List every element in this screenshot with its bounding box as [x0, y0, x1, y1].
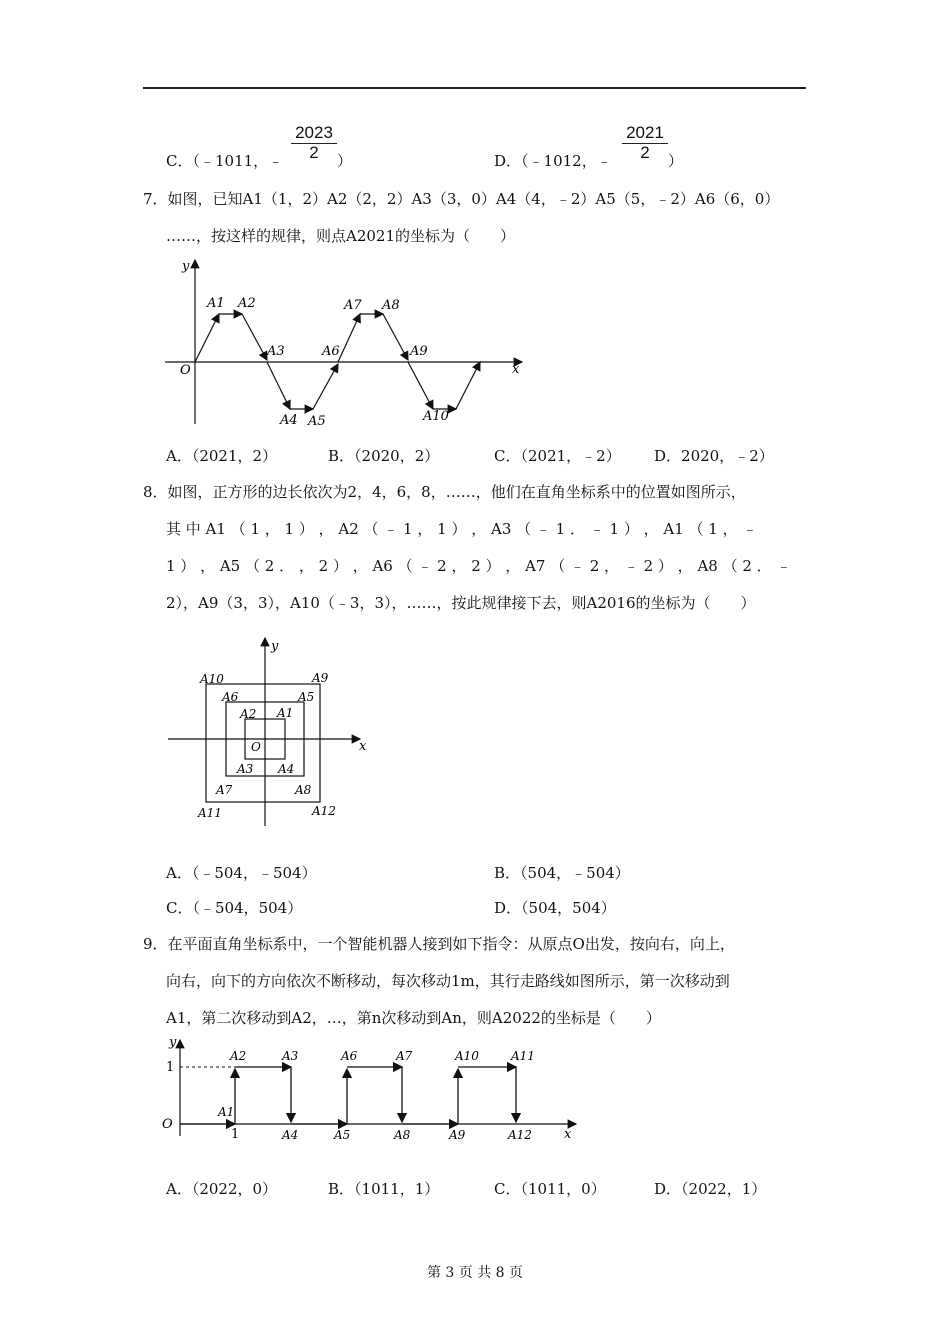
label-a1: A1 — [218, 1105, 235, 1119]
q8-option-d[interactable]: D．（504，504） — [494, 899, 616, 917]
origin-label: O — [162, 1117, 173, 1132]
label-a3: A3 — [237, 762, 254, 776]
q6-option-c-suffix: ） — [337, 152, 353, 170]
fraction-numerator: 2021 — [622, 123, 668, 144]
q7-stem-line1: 7．如图，已知A1（1，2）A2（2，2）A3（3，0）A4（4，﹣2）A5（5，﹣2）A6（6，0） — [143, 190, 780, 208]
q9-stem-line2: 向右，向下的方向依次不断移动，每次移动1m，其行走路线如图所示，第一次移动到 — [166, 972, 730, 990]
q9-figure — [158, 1036, 588, 1148]
origin-label: O — [180, 363, 191, 378]
label-a1: A1 — [207, 296, 225, 311]
label-a10: A10 — [423, 409, 449, 424]
q7-option-c[interactable]: C．（2021，﹣2） — [494, 447, 621, 465]
y-axis-label: y — [182, 259, 190, 274]
label-a4: A4 — [280, 413, 298, 428]
origin-label: O — [251, 740, 261, 754]
q6-option-d-suffix: ） — [668, 152, 684, 170]
point-labels — [217, 1049, 535, 1142]
q8-stem-line3: 1 ） ， A5 （ 2 ． ， 2 ） ， A6 （ ﹣ 2 ， 2 ） ， A7 （ ﹣ 2 ， ﹣ 2 ） ， A8 （ 2 ． ﹣ — [166, 557, 792, 575]
label-a9: A9 — [312, 671, 329, 685]
fraction-denominator: 2 — [640, 143, 650, 162]
point-labels — [197, 671, 336, 820]
q9-option-c[interactable]: C．（1011，0） — [494, 1180, 606, 1198]
q7-figure — [160, 252, 540, 432]
label-a5: A5 — [298, 690, 315, 704]
q9-stem-line1: 9．在平面直角坐标系中，一个智能机器人接到如下指令：从原点O出发，按向右，向上， — [143, 935, 735, 953]
label-a5: A5 — [334, 1128, 351, 1142]
q9-stem-line3: A1，第二次移动到A2，…，第n次移动到An，则A2022的坐标是（ ） — [166, 1009, 661, 1027]
q8-stem-line1: 8．如图，正方形的边长依次为2，4，6，8，……，他们在直角坐标系中的位置如图所示， — [143, 483, 746, 501]
y-axis-label: y — [169, 1036, 177, 1050]
label-a10: A10 — [200, 672, 224, 686]
label-a3: A3 — [267, 344, 285, 359]
q9-option-d[interactable]: D．（2022，1） — [654, 1180, 767, 1198]
label-a3: A3 — [282, 1049, 299, 1063]
label-a10: A10 — [455, 1049, 479, 1063]
q8-stem-line2: 其 中 A1 （ 1 ， 1 ） ， A2 （ ﹣ 1 ， 1 ） ， A3 （ ﹣ 1 ． ﹣ 1 ） ， A1 （ 1 ， ﹣ — [166, 520, 758, 538]
q8-stem-line4: 2），A9（3，3），A10（﹣3，3），……，按此规律接下去，则A2016的坐标为（ ） — [166, 594, 756, 612]
page-footer: 第 3 页 共 8 页 — [426, 1265, 524, 1281]
label-a8: A8 — [394, 1128, 411, 1142]
q8-option-c[interactable]: C．（﹣504，504） — [166, 899, 303, 917]
label-a12: A12 — [312, 804, 336, 818]
tick-label-y-1: 1 — [166, 1060, 175, 1075]
label-a5: A5 — [308, 414, 326, 429]
label-a1: A1 — [277, 706, 294, 720]
q6-option-c-fraction — [291, 123, 337, 162]
label-a4: A4 — [282, 1128, 299, 1142]
tick-label-x-1: 1 — [231, 1127, 240, 1142]
label-a9: A9 — [410, 344, 428, 359]
label-a2: A2 — [238, 296, 256, 311]
header-rule — [143, 87, 806, 89]
q7-option-a[interactable]: A．（2021，2） — [166, 447, 278, 465]
q6-option-c-prefix: C．（﹣1011，﹣ — [166, 152, 284, 170]
fraction-numerator: 2023 — [291, 123, 337, 144]
label-a8: A8 — [382, 298, 400, 313]
label-a9: A9 — [449, 1128, 466, 1142]
label-a6: A6 — [222, 690, 239, 704]
y-axis-label: y — [271, 639, 279, 654]
x-axis-label: x — [359, 739, 367, 754]
q7-option-d[interactable]: D．2020，﹣2） — [654, 447, 774, 465]
label-a2: A2 — [240, 707, 257, 721]
fraction-denominator: 2 — [309, 143, 319, 162]
x-axis-label: x — [564, 1127, 572, 1142]
q7-stem-line2: ……，按这样的规律，则点A2021的坐标为（ ） — [166, 227, 516, 245]
label-a12: A12 — [508, 1128, 532, 1142]
q6-option-d-prefix: D．（﹣1012，﹣ — [494, 152, 612, 170]
label-a8: A8 — [295, 783, 312, 797]
x-axis-label: x — [512, 362, 520, 377]
q9-option-a[interactable]: A．（2022，0） — [166, 1180, 278, 1198]
q7-option-b[interactable]: B．（2020，2） — [328, 447, 440, 465]
label-a11: A11 — [198, 806, 222, 820]
q9-option-b[interactable]: B．（1011，1） — [328, 1180, 440, 1198]
label-a2: A2 — [230, 1049, 247, 1063]
label-a6: A6 — [322, 344, 340, 359]
label-a4: A4 — [278, 762, 295, 776]
label-a6: A6 — [341, 1049, 358, 1063]
label-a11: A11 — [511, 1049, 535, 1063]
label-a7: A7 — [396, 1049, 413, 1063]
q8-figure — [160, 630, 380, 830]
q6-option-d-fraction — [622, 123, 668, 162]
q8-option-a[interactable]: A．（﹣504，﹣504） — [166, 864, 317, 882]
q8-option-b[interactable]: B．（504，﹣504） — [494, 864, 630, 882]
label-a7: A7 — [344, 298, 362, 313]
label-a7: A7 — [216, 783, 233, 797]
